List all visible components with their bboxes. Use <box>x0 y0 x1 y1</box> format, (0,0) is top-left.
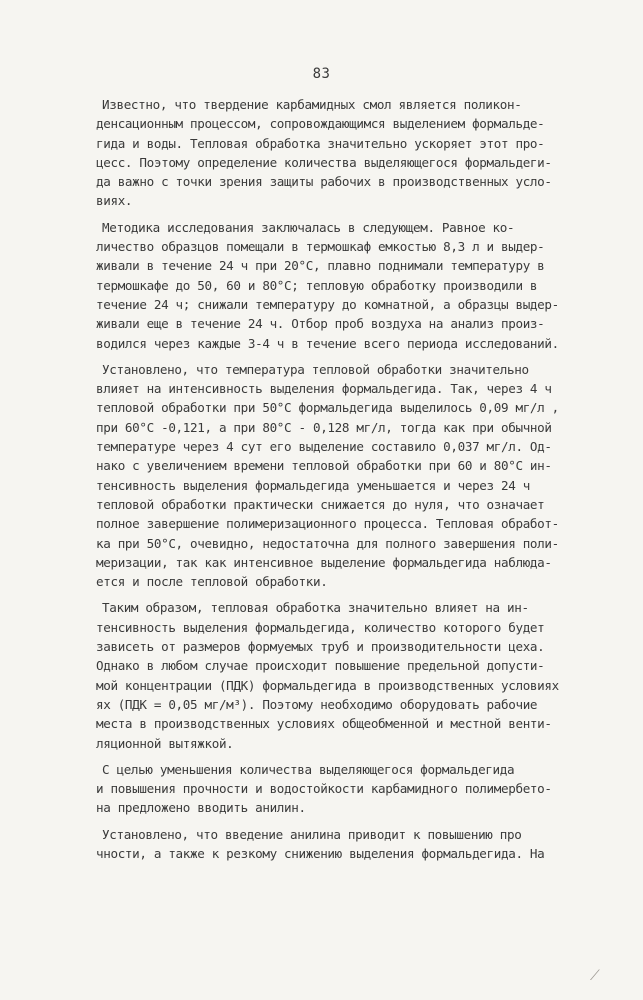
text-line: гида и воды. Тепловая обработка значительно ускоряет этот про- <box>96 135 545 151</box>
paragraph-3 <box>96 360 566 592</box>
text-line: ях (ПДК = 0,05 мг/м³). Поэтому необходимо оборудовать рабочие <box>96 696 538 712</box>
text-line: на предложено вводить анилин. <box>96 800 306 816</box>
text-line: Однако в любом случае происходит повышение предельной допусти- <box>96 658 545 674</box>
paragraph-1 <box>96 95 566 211</box>
text-line: живали еще в течение 24 ч. Отбор проб воздуха на анализ произ- <box>96 316 545 332</box>
text-line: термошкафе до 50, 60 и 80°С; тепловую обработку производили в <box>96 277 538 293</box>
paragraph-2 <box>96 218 566 353</box>
text-line: Методика исследования заключалась в следующем. Равное ко- <box>102 219 515 235</box>
text-line: ляционной вытяжкой. <box>96 735 234 751</box>
text-line: виях. <box>96 193 133 209</box>
text-line: полное завершение полимеризационного процесса. Тепловая обработ- <box>96 516 559 532</box>
page-number: 83 <box>312 66 331 82</box>
paragraph-5 <box>96 760 566 818</box>
body-text <box>96 95 566 863</box>
text-line: ется и после тепловой обработки. <box>96 574 328 590</box>
text-line: нако с увеличением времени тепловой обработки при 60 и 80°С ин- <box>96 458 552 474</box>
text-line: живали в течение 24 ч при 20°С, плавно поднимали температуру в <box>96 258 545 274</box>
text-line: меризации, так как интенсивное выделение формальдегида наблюда- <box>96 554 552 570</box>
text-line: цесс. Поэтому определение количества выделяющегося формальдеги- <box>96 154 552 170</box>
text-line: личество образцов помещали в термошкаф емкостью 8,3 л и выдер- <box>96 239 545 255</box>
scan-mark: ⟋ <box>590 968 600 984</box>
text-line: С целью уменьшения количества выделяющегося формальдегида <box>102 761 515 777</box>
text-line: температуре через 4 сут его выделение составило 0,037 мг/л. Од- <box>96 439 552 455</box>
text-line: и повышения прочности и водостойкости карбамидного полимербето- <box>96 781 552 797</box>
text-line: тепловой обработки практически снижается до нуля, что означает <box>96 496 545 512</box>
text-line: места в производственных условиях общеобменной и местной венти- <box>96 716 552 732</box>
text-line: Установлено, что температура тепловой обработки значительно <box>102 361 529 377</box>
text-line: да важно с точки зрения защиты рабочих в производственных усло- <box>96 174 552 190</box>
text-line: при 60°С -0,121, а при 80°С - 0,128 мг/л, тогда как при обычной <box>96 419 552 435</box>
text-line: денсационным процессом, сопровождающимся выделением формальде- <box>96 116 545 132</box>
text-line: мой концентрации (ПДК) формальдегида в производственных условиях <box>96 677 559 693</box>
text-line: влияет на интенсивность выделения формальдегида. Так, через 4 ч <box>96 381 552 397</box>
text-line: Установлено, что введение анилина приводит к повышению про <box>102 826 522 842</box>
text-line: водился через каждые 3-4 ч в течение всего периода исследований. <box>96 335 559 351</box>
text-line: тенсивность выделения формальдегида, количество которого будет <box>96 619 545 635</box>
paragraph-4 <box>96 598 566 752</box>
text-line: Известно, что твердение карбамидных смол является поликон- <box>102 97 522 112</box>
text-line: зависеть от размеров формуемых труб и производительности цеха. <box>96 639 545 655</box>
text-line: чности, а также к резкому снижению выделения формальдегида. На <box>96 845 545 861</box>
text-line: тенсивность выделения формальдегида уменьшается и через 24 ч <box>96 477 530 493</box>
text-line: тепловой обработки при 50°С формальдегида выделилось 0,09 мг/л , <box>96 400 559 416</box>
text-line: ка при 50°С, очевидно, недостаточна для полного завершения поли- <box>96 535 559 551</box>
text-line: Таким образом, тепловая обработка значительно влияет на ин- <box>102 600 529 616</box>
paragraph-6 <box>96 825 566 864</box>
text-line: течение 24 ч; снижали температуру до комнатной, а образцы выдер- <box>96 296 559 312</box>
